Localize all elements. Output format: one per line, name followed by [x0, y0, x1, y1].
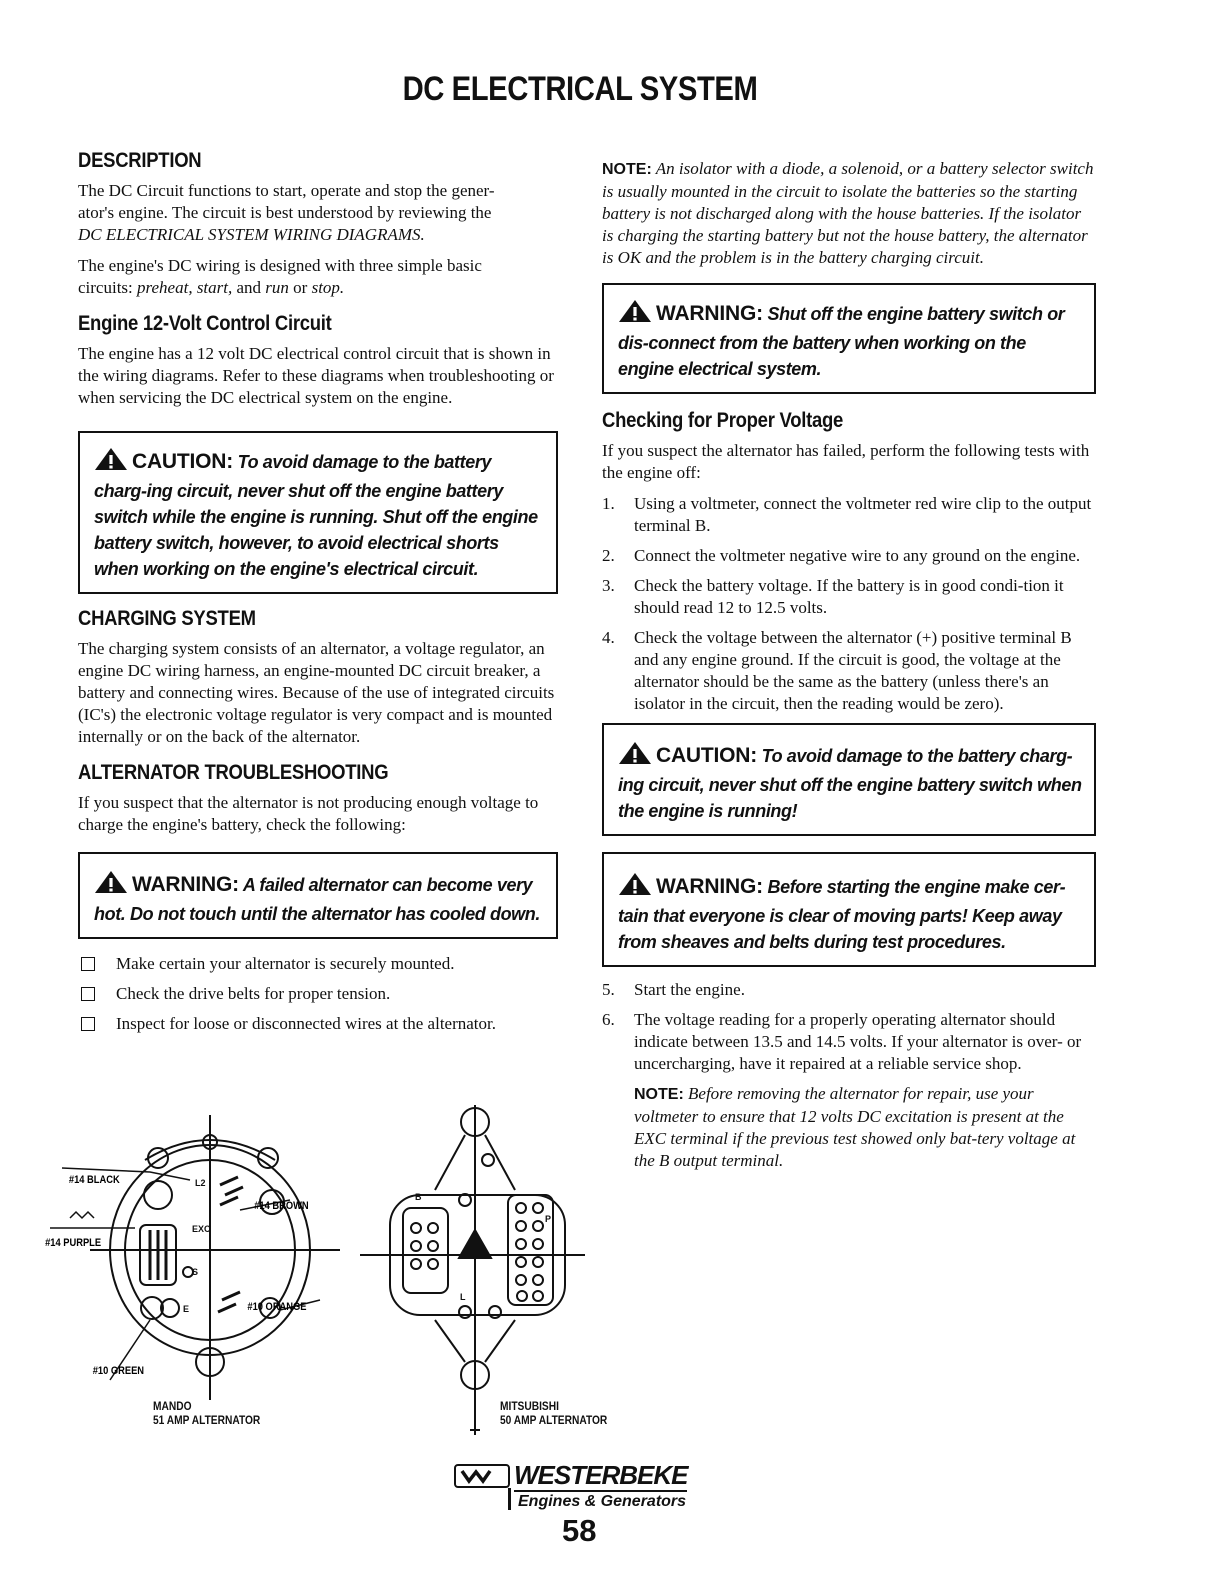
- warning-box-2: [602, 283, 1096, 394]
- step-text: Check the battery voltage. If the battery is in good condi-tion it should read 12 to 12.5 volts.: [634, 576, 1064, 617]
- terminal-label: L: [460, 1292, 466, 1302]
- step-text: Connect the voltmeter negative wire to any ground on the engine.: [634, 546, 1081, 565]
- warning-triangle-icon: [94, 447, 128, 478]
- warning-triangle-icon: [618, 299, 652, 330]
- terminal-label: S: [192, 1267, 199, 1277]
- charging-system-text: The charging system consists of an alternator, a voltage regulator, an engine DC wiring harness, an engine-mounted DC circuit breaker, a battery and connecting wires. Because of the use of integrated circuits (IC's) the electronic voltage regulator is very compact and is mounted internally or on the back of the alternator.: [78, 639, 555, 746]
- caption-line: 51 AMP ALTERNATOR: [153, 1413, 261, 1427]
- warning-triangle-icon: [94, 870, 128, 901]
- warning-text: Before starting the engine make cer-tain that everyone is clear of moving parts! Keep away from sheaves and belts during test procedures.: [618, 877, 1066, 952]
- wire-label-green: #10 GREEN: [92, 1365, 145, 1378]
- voltage-test-steps: [602, 493, 1096, 715]
- wiring-diagram-reference: DC ELECTRICAL SYSTEM WIRING DIAGRAMS.: [78, 225, 425, 244]
- checklist-item: [78, 983, 558, 1005]
- terminal-label: B: [415, 1192, 422, 1202]
- warning-label: WARNING:: [656, 302, 763, 325]
- step-item: [602, 979, 1096, 1001]
- westerbeke-logo: [452, 1462, 722, 1518]
- alternator-wiring-diagram: [40, 1100, 600, 1440]
- step-text: The voltage reading for a properly operating alternator should indicate between 13.5 and 14.5 volts. If your alternator is over- or uncercharging, have it repaired at a reliable service shop.: [634, 1010, 1082, 1073]
- checklist-text: Inspect for loose or disconnected wires at the alternator.: [116, 1014, 497, 1033]
- logo-divider: [508, 1488, 511, 1510]
- mitsubishi-caption: [500, 1399, 607, 1427]
- note-label: NOTE:: [602, 161, 652, 178]
- circuit-term: stop.: [311, 278, 345, 297]
- caption-line: MANDO: [153, 1399, 192, 1413]
- warning-triangle-icon: [618, 872, 652, 903]
- caption-line: MITSUBISHI: [500, 1399, 559, 1413]
- control-circuit-text: The engine has a 12 volt DC electrical control circuit that is shown in the wiring diagrams. Refer to these diagrams when troubleshooting or when servicing the DC electrical system on the engine.: [78, 344, 554, 407]
- troubleshooting-heading: ALTERNATOR TROUBLESHOOTING: [78, 761, 389, 784]
- warning-triangle-icon: [618, 741, 652, 772]
- checklist-text: Check the drive belts for proper tension.: [116, 984, 391, 1003]
- warning-box-1: [78, 852, 558, 939]
- checklist-item: [78, 953, 558, 975]
- mitsubishi-alternator-drawing: [360, 1105, 585, 1435]
- terminal-label: E: [183, 1304, 190, 1314]
- isolator-note: [602, 158, 1096, 269]
- description-paragraph-1: [78, 180, 558, 246]
- running-test-steps: [602, 979, 1096, 1075]
- description-line: The DC Circuit functions to start, operate and stop the gener-: [78, 181, 495, 200]
- caption-line: 50 AMP ALTERNATOR: [500, 1413, 608, 1427]
- caution-text: To avoid damage to the battery charg-ing circuit, never shut off the engine battery switch when the engine is running!: [618, 746, 1082, 821]
- proper-voltage-intro: If you suspect the alternator has failed, perform the following tests with the engine off:: [602, 441, 1090, 482]
- caution-box-1: [78, 431, 558, 594]
- checklist-item: [78, 1013, 558, 1035]
- proper-voltage-heading: Checking for Proper Voltage: [602, 409, 844, 432]
- warning-label: WARNING:: [656, 875, 763, 898]
- checkbox-icon: [81, 957, 95, 971]
- wire-label-orange: #10 ORANGE: [247, 1301, 307, 1314]
- step-number: 1.: [602, 494, 615, 513]
- caution-label: CAUTION:: [656, 744, 758, 767]
- step-item: [602, 545, 1096, 567]
- description-line: The engine's DC wiring is designed with three simple basic: [78, 256, 482, 275]
- note-text: Before removing the alternator for repair, use your voltmeter to ensure that 12 volts DC excitation is present at the EXC terminal if the previous test showed only bat-tery voltage at the B output terminal.: [634, 1084, 1076, 1170]
- caution-box-2: [602, 723, 1096, 836]
- step-number: 5.: [602, 980, 615, 999]
- wire-label-brown: #14 BROWN: [254, 1200, 309, 1213]
- checklist-text: Make certain your alternator is securely mounted.: [116, 954, 455, 973]
- description-text: or: [293, 278, 308, 297]
- checkbox-icon: [81, 987, 95, 1001]
- brand-tagline: Engines & Generators: [518, 1493, 687, 1510]
- circuit-term: preheat, start,: [137, 278, 233, 297]
- circuit-term: run: [265, 278, 289, 297]
- note-text: An isolator with a diode, a solenoid, or a battery selector switch is usually mounted in the circuit to isolate the batteries so the starting battery is not discharged along with the house batteries. If the isolator is charging the starting battery but not the house battery, the alternator is OK and the problem is in the battery charging circuit.: [602, 159, 1094, 267]
- terminal-label: EXC: [192, 1224, 211, 1234]
- warning-text: Shut off the engine battery switch or dis-connect from the battery when working on the engine electrical system.: [618, 304, 1065, 379]
- warning-text: A failed alternator can become very hot. Do not touch until the alternator has cooled down.: [94, 875, 540, 924]
- caution-text: To avoid damage to the battery charg-ing circuit, never shut off the engine battery switch while the engine is running. Shut off the engine battery switch, however, to avoid electrical shorts when working on the engine's electrical circuit.: [94, 452, 538, 579]
- step-number: 2.: [602, 546, 615, 565]
- step-item: [602, 493, 1096, 537]
- caution-label: CAUTION:: [132, 450, 234, 473]
- terminal-label: L2: [195, 1178, 206, 1188]
- alternator-checklist: [78, 953, 558, 1035]
- wire-label-purple: #14 PURPLE: [45, 1237, 102, 1250]
- page-title: DC ELECTRICAL SYSTEM: [402, 70, 758, 108]
- westerbeke-emblem-icon: [454, 1464, 510, 1488]
- step-number: 3.: [602, 576, 615, 595]
- step-item: [602, 627, 1096, 715]
- description-heading: DESCRIPTION: [78, 149, 202, 172]
- right-column: [602, 158, 1096, 1181]
- step-number: 4.: [602, 628, 615, 647]
- step-item: [602, 1009, 1096, 1075]
- step-text: Using a voltmeter, connect the voltmeter red wire clip to the output terminal B.: [634, 494, 1092, 535]
- brand-name: WESTERBEKE: [514, 1460, 688, 1490]
- left-column: [78, 150, 558, 1043]
- mando-caption: [153, 1399, 260, 1427]
- excitation-note: [602, 1083, 1096, 1172]
- warning-label: WARNING:: [132, 873, 239, 896]
- step-text: Check the voltage between the alternator (+) positive terminal B and any engine ground. If the circuit is good, the voltage at the alternator should be the same as the battery (unless there's an isolator in the circuit, then the reading would be zero).: [634, 628, 1072, 713]
- step-item: [602, 575, 1096, 619]
- charging-system-heading: CHARGING SYSTEM: [78, 607, 256, 630]
- note-label: NOTE:: [634, 1086, 684, 1103]
- checkbox-icon: [81, 1017, 95, 1031]
- warning-box-3: [602, 852, 1096, 967]
- step-number: 6.: [602, 1010, 615, 1029]
- terminal-label: P: [545, 1214, 552, 1224]
- troubleshooting-text: If you suspect that the alternator is not producing enough voltage to charge the engine's battery, check the following:: [78, 793, 539, 834]
- control-circuit-heading: Engine 12-Volt Control Circuit: [78, 312, 332, 335]
- description-text: circuits:: [78, 278, 133, 297]
- mando-alternator-drawing: [50, 1115, 340, 1400]
- description-text: and: [236, 278, 262, 297]
- step-text: Start the engine.: [634, 980, 745, 999]
- description-paragraph-2: [78, 255, 558, 299]
- description-line: ator's engine. The circuit is best understood by reviewing the: [78, 203, 492, 222]
- wire-label-black: #14 BLACK: [68, 1174, 120, 1187]
- page-number: 58: [562, 1513, 597, 1548]
